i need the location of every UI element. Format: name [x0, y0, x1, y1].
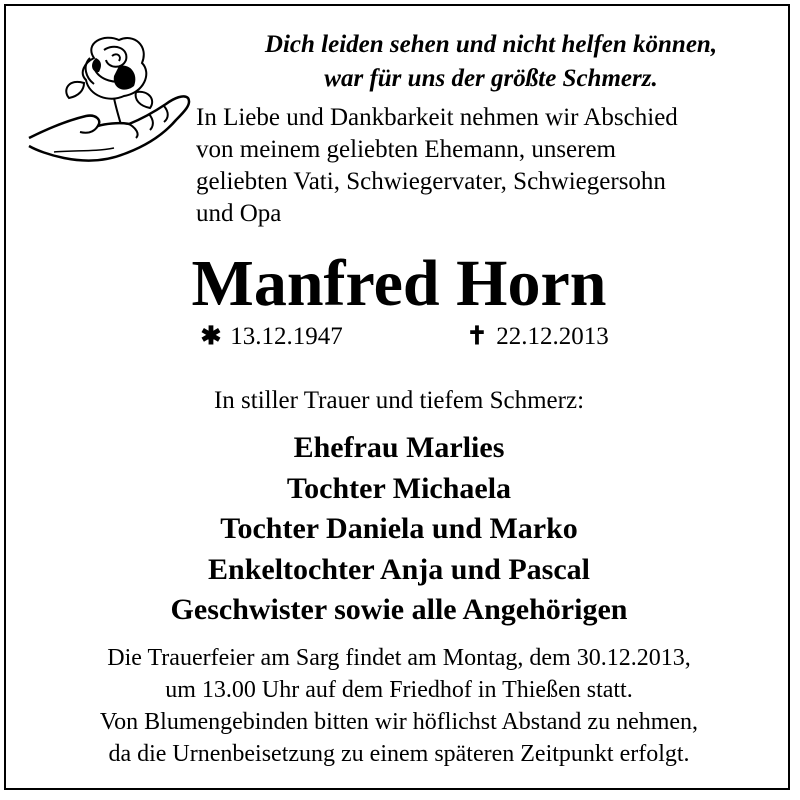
notice-line: Die Trauerfeier am Sarg findet am Montag, dem 30.12.2013, — [107, 645, 691, 671]
deceased-name: Manfred Horn — [191, 247, 607, 320]
death-cross-icon: ✝ — [466, 323, 488, 350]
mourning-intro: In stiller Trauer und tiefem Schmerz: — [213, 387, 585, 414]
intro-line: geliebten Vati, Schwiegervater, Schwiegersohn — [196, 168, 666, 195]
mourners-list — [6, 428, 792, 631]
intro-text — [196, 102, 786, 230]
mourner-line: Geschwister sowie alle Angehörigen — [170, 593, 628, 626]
rose-in-hands-icon — [24, 28, 194, 178]
motto-line: Dich leiden sehen und nicht helfen können, — [264, 31, 718, 58]
intro-line: von meinem geliebten Ehemann, unserem — [196, 136, 617, 163]
obituary-card — [4, 4, 790, 790]
intro-line: und Opa — [196, 200, 282, 227]
mourner-line: Ehefrau Marlies — [293, 431, 505, 464]
birth-date — [198, 320, 343, 354]
birth-star-icon: ✱ — [200, 323, 222, 350]
mourner-line: Enkeltochter Anja und Pascal — [208, 552, 590, 586]
notice-line: um 13.00 Uhr auf dem Friedhof in Thießen statt. — [165, 677, 633, 703]
intro-line: In Liebe und Dankbarkeit nehmen wir Abschied — [196, 104, 678, 131]
birth-date-value: 13.12.1947 — [230, 323, 343, 350]
death-date — [464, 320, 609, 354]
mourner-line: Tochter Daniela und Marko — [220, 512, 578, 545]
funeral-notice — [6, 642, 792, 770]
notice-line: da die Urnenbeisetzung zu einem späteren Zeitpunkt erfolgt. — [108, 741, 690, 767]
death-date-value: 22.12.2013 — [496, 323, 609, 350]
mourner-line: Tochter Michaela — [286, 471, 512, 505]
motto — [206, 28, 776, 96]
motto-line: war für uns der größte Schmerz. — [324, 65, 658, 92]
notice-line: Von Blumengebinden bitten wir höflichst Abstand zu nehmen, — [99, 709, 699, 735]
